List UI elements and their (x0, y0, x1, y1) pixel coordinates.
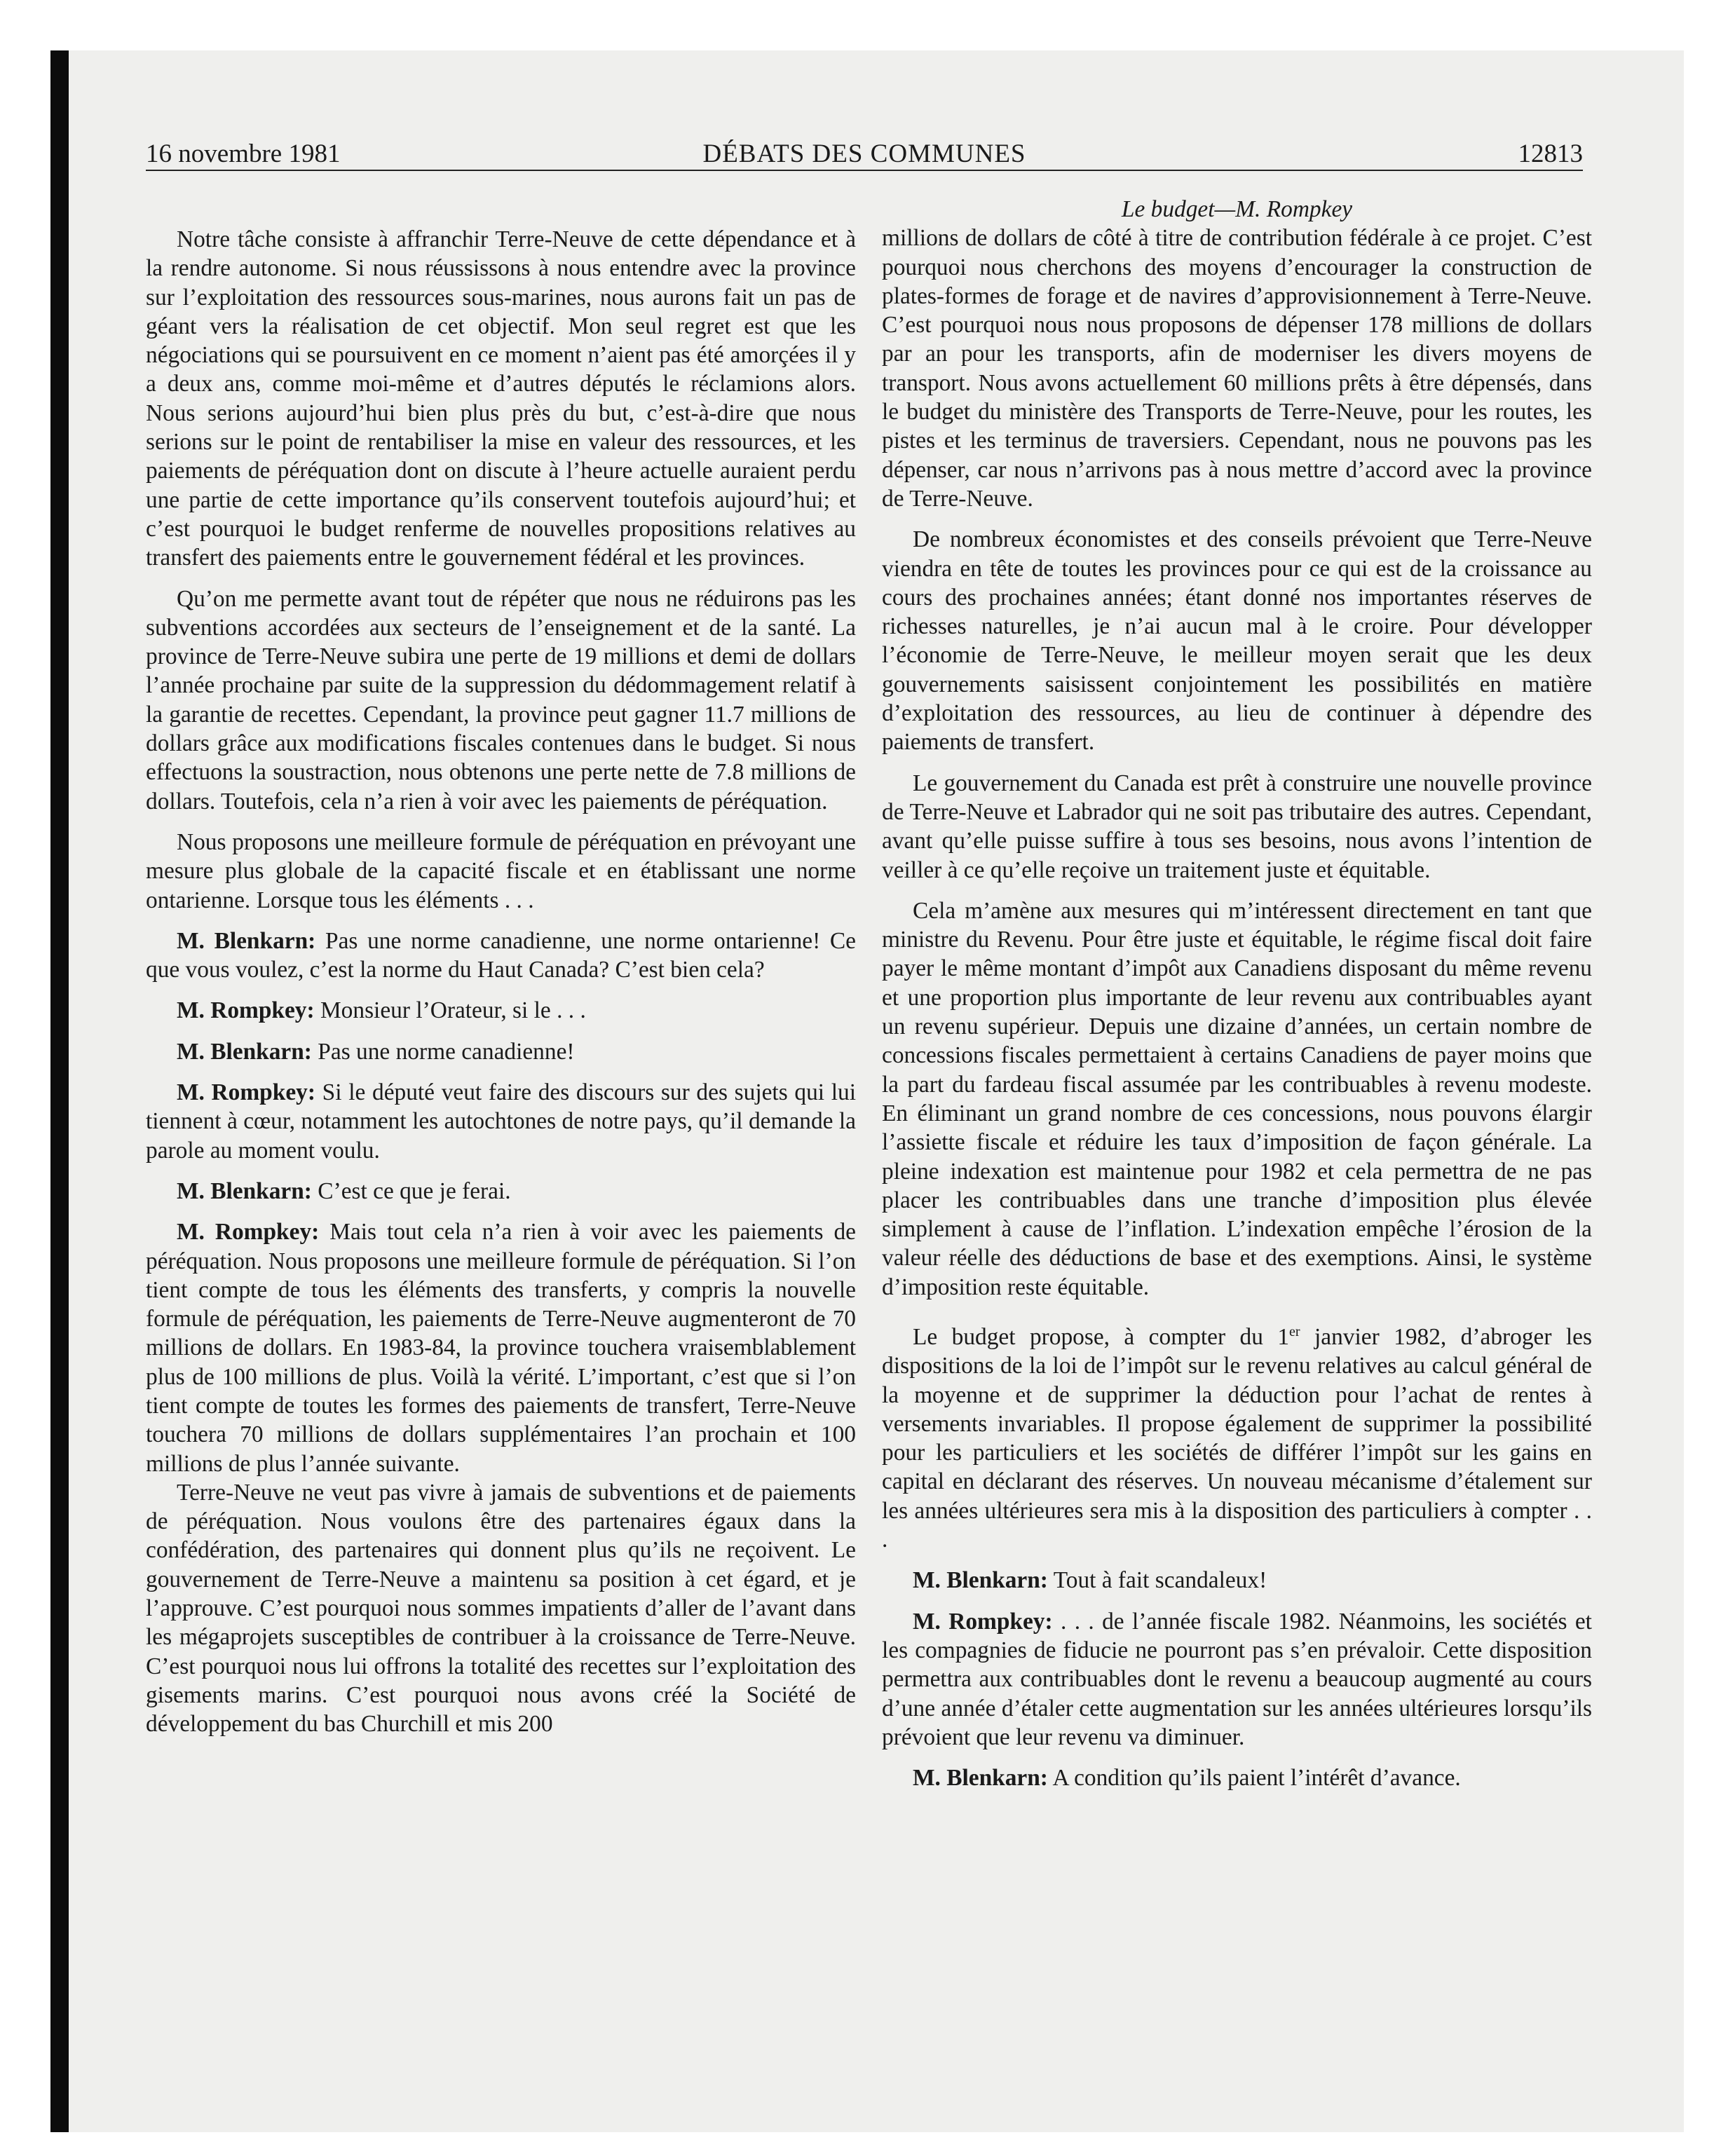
speech-text: A condition qu’ils paient l’intérêt d’avance. (1052, 1765, 1461, 1792)
speech-text: Mais tout cela n’a rien à voir avec les paiements de péréquation. Nous proposons une meilleure formule de péréquation. Si l’on tient compte de tous les éléments des transferts, y compris la nouvelle formule de péréquation, les paiements de Terre-Neuve augmenteront de 70 millions de dollars. En 1983-84, la province touchera vraisemblablement plus de 100 millions de plus. Voilà la vérité. L’important, c’est que si l’on tient compte de toutes les formes des paiements de transfert, Terre-Neuve touchera 70 millions de dollars supplémentaires l’an prochain et 100 millions de plus l’année suivante. (146, 1219, 856, 1477)
paragraph (146, 1478, 856, 1739)
speech (146, 1217, 856, 1478)
speech-text: C’est ce que je ferai. (318, 1178, 511, 1204)
paragraph-text: Notre tâche consiste à affranchir Terre-Neuve de cette dépendance et à la rendre autonome. Si nous réussissons à nous entendre avec la province sur l’exploitation des ressources sous-marines, nous aurons fait un pas de géant vers la réalisation de cet objectif. Mon seul regret est que les négociations qui se poursuivent en ce moment n’aient pas été amorçées il y a deux ans, comme moi-même et d’autres députés le réclamions alors. Nous serions aujourd’hui bien plus près du but, c’est-à-dire que nous serions sur le point de rentabiliser la mise en valeur des ressources, et les paiements de péréquation dont on discute à l’heure actuelle auraient perdu une partie de cette importance qu’ils conservent toutefois aujourd’hui; et c’est pourquoi le budget renferme de nouvelles propositions relatives au transfert des paiements entre le gouvernement fédéral et les provinces. (146, 226, 856, 571)
paragraph-text: Nous proposons une meilleure formule de péréquation en prévoyant une mesure plus globale de la capacité fiscale et en établissant une norme ontarienne. Lorsque tous les éléments . . . (146, 828, 856, 913)
right-column (882, 195, 1592, 1804)
speech (146, 927, 856, 985)
binding-edge (50, 50, 69, 2132)
paragraph-text: millions de dollars de côté à titre de contribution fédérale à ce projet. C’est pourquoi nous cherchons des moyens d’encourager la construction de plates-formes de forage et de navires d’approvisionnement à Terre-Neuve. C’est pourquoi nous nous proposons de dépenser 178 millions de dollars par an pour les transports, afin de moderniser les divers moyens de transport. Nous avons actuellement 60 millions prêts à être dépensés, dans le budget du ministère des Transports de Terre-Neuve, pour les routes, les pistes et les terminus de traversiers. Cependant, nous ne pouvons pas les dépenser, car nous n’arrivons pas à nous mettre d’accord avec la province de Terre-Neuve. (882, 225, 1592, 512)
speaker-name: M. Blenkarn: (913, 1567, 1048, 1594)
speaker-name: M. Rompkey: (177, 997, 315, 1024)
speech (146, 1177, 856, 1206)
speech-text: Si le député veut faire des discours sur des sujets qui lui tiennent à cœur, notamment les autochtones de notre pays, qu’il demande la parole au moment voulu. (146, 1079, 856, 1164)
paragraph (882, 769, 1592, 885)
paragraph (882, 224, 1592, 513)
speech-text: Pas une norme canadienne! (318, 1038, 575, 1065)
speech-text: Pas une norme canadienne, une norme ontarienne! Ce que vous voulez, c’est la norme du Haut Canada? C’est bien cela? (146, 927, 856, 983)
speaker-name: M. Blenkarn: (177, 927, 316, 954)
left-column (146, 225, 856, 1739)
speech-text: Monsieur l’Orateur, si le . . . (320, 997, 586, 1024)
running-head: Le budget—M. Rompkey (1121, 196, 1353, 222)
header-rule (146, 170, 1583, 171)
speaker-name: M. Rompkey: (913, 1608, 1053, 1635)
header-title: DÉBATS DES COMMUNES (702, 139, 1026, 168)
paragraph (882, 525, 1592, 756)
header-date: 16 novembre 1981 (146, 139, 341, 168)
speech-text: Tout à fait scandaleux! (1053, 1567, 1267, 1594)
page-header (146, 137, 1583, 171)
page-number: 12813 (1518, 139, 1583, 168)
paragraph-text: Terre-Neuve ne veut pas vivre à jamais de subventions et de paiements de péréquation. Nous voulons être des partenaires égaux dans la confédération, des partenaires qui donnent plus qu’ils ne reçoivent. Le gouvernement de Terre-Neuve a maintenu sa position à cet égard, et je l’approuve. C’est pourquoi nous sommes impatients d’aller de l’avant dans les mégaprojets susceptibles de contribuer à la croissance de Terre-Neuve. C’est pourquoi nous lui offrons la totalité des recettes sur l’exploitation des gisements marins. C’est pourquoi nous avons créé la Société de développement du bas Churchill et mis 200 (146, 1479, 856, 1738)
paragraph-text: Cela m’amène aux mesures qui m’intéressent directement en tant que ministre du Revenu. Pour être juste et équitable, le régime fiscal doit faire payer le même montant d’impôt aux Canadiens disposant du même revenu et une proportion plus importante de leur revenu aux contribuables ayant un revenu supérieur. Depuis une dizaine d’années, un certain nombre de concessions fiscales permettaient à certains Canadiens de payer moins que la part du fardeau fiscal assumée par les contribuables à revenu modeste. En éliminant un grand nombre de ces concessions, nous pouvons élargir l’assiette fiscale et réduire les taux d’imposition de façon générale. La pleine indexation est maintenue pour 1982 et cela permettra de ne pas placer les contribuables dans une tranche d’imposition plus élevée simplement à cause de l’inflation. L’indexation empêche l’érosion de la valeur réelle des déductions de base et des exemptions. Ainsi, le système d’imposition reste équitable. (882, 897, 1592, 1300)
paragraph-text: Le budget propose, à compter du 1 (913, 1323, 1290, 1350)
paragraph (882, 896, 1592, 1302)
paragraph-text: De nombreux économistes et des conseils prévoient que Terre-Neuve viendra en tête de toutes les provinces pour ce qui est de la croissance au cours des prochaines années; étant donné nos importantes réserves de richesses naturelles, je n’ai aucun mal à le croire. Pour développer l’économie de Terre-Neuve, le meilleur moyen serait que les deux gouvernements saisissent conjointement les possibilités en matière d’exploitation des ressources, au lieu de continuer à dépendre des paiements de transfert. (882, 526, 1592, 756)
speaker-name: M. Rompkey: (177, 1219, 320, 1246)
speech (882, 1607, 1592, 1752)
paragraph-text: janvier 1982, d’abroger les dispositions de la loi de l’impôt sur le revenu relatives au calcul général de la moyenne et de supprimer la déduction pour l’achat de rentes à versements invariables. Il propose également de supprimer la possibilité pour les particuliers et les sociétés de différer l’impôt sur les gains en capital en déclarant des réserves. Un nouveau mécanisme d’étalement sur les années ultérieures sera mis à la disposition des particuliers à compter . . . (882, 1323, 1592, 1553)
speech (882, 1763, 1592, 1792)
paragraph-text: Qu’on me permette avant tout de répéter que nous ne réduirons pas les subventions accordées aux secteurs de l’enseignement et de la santé. La province de Terre-Neuve subira une perte de 19 millions et demi de dollars l’année prochaine par suite de la suppression du dédommagement relatif à la garantie de recettes. Cependant, la province peut gagner 11.7 millions de dollars grâce aux modifications fiscales contenues dans le budget. Si nous effectuons la soustraction, nous obtenons une perte nette de 7.8 millions de dollars. Toutefois, cela n’a rien à voir avec les paiements de péréquation. (146, 585, 856, 814)
paragraph (882, 1323, 1592, 1554)
paragraph (146, 828, 856, 915)
speaker-name: M. Blenkarn: (177, 1178, 312, 1204)
speaker-name: M. Rompkey: (177, 1079, 315, 1106)
speech-text: . . . de l’année fiscale 1982. Néanmoins, les sociétés et les compagnies de fiducie ne pourront pas s’en prévaloir. Cette disposition permettra aux contribuables dont le revenu a beaucoup augmenté au cours d’une année d’étaler cette augmentation sur les années ultérieures lorsqu’ils prévoient que leur revenu va diminuer. (882, 1608, 1592, 1750)
speech (146, 996, 856, 1025)
speaker-name: M. Blenkarn: (177, 1038, 312, 1065)
speech (882, 1566, 1592, 1595)
ordinal-suffix: er (1289, 1323, 1300, 1339)
paragraph-text: Le gouvernement du Canada est prêt à construire une nouvelle province de Terre-Neuve et Labrador qui ne soit pas tributaire des autres. Cependant, avant qu’elle puisse suffire à tous ses besoins, nous avons l’intention de veiller à ce qu’elle reçoive un traitement juste et équitable. (882, 770, 1592, 883)
paragraph (146, 585, 856, 816)
paragraph (146, 225, 856, 573)
speech (146, 1078, 856, 1165)
speaker-name: M. Blenkarn: (913, 1765, 1048, 1792)
speech (146, 1037, 856, 1066)
